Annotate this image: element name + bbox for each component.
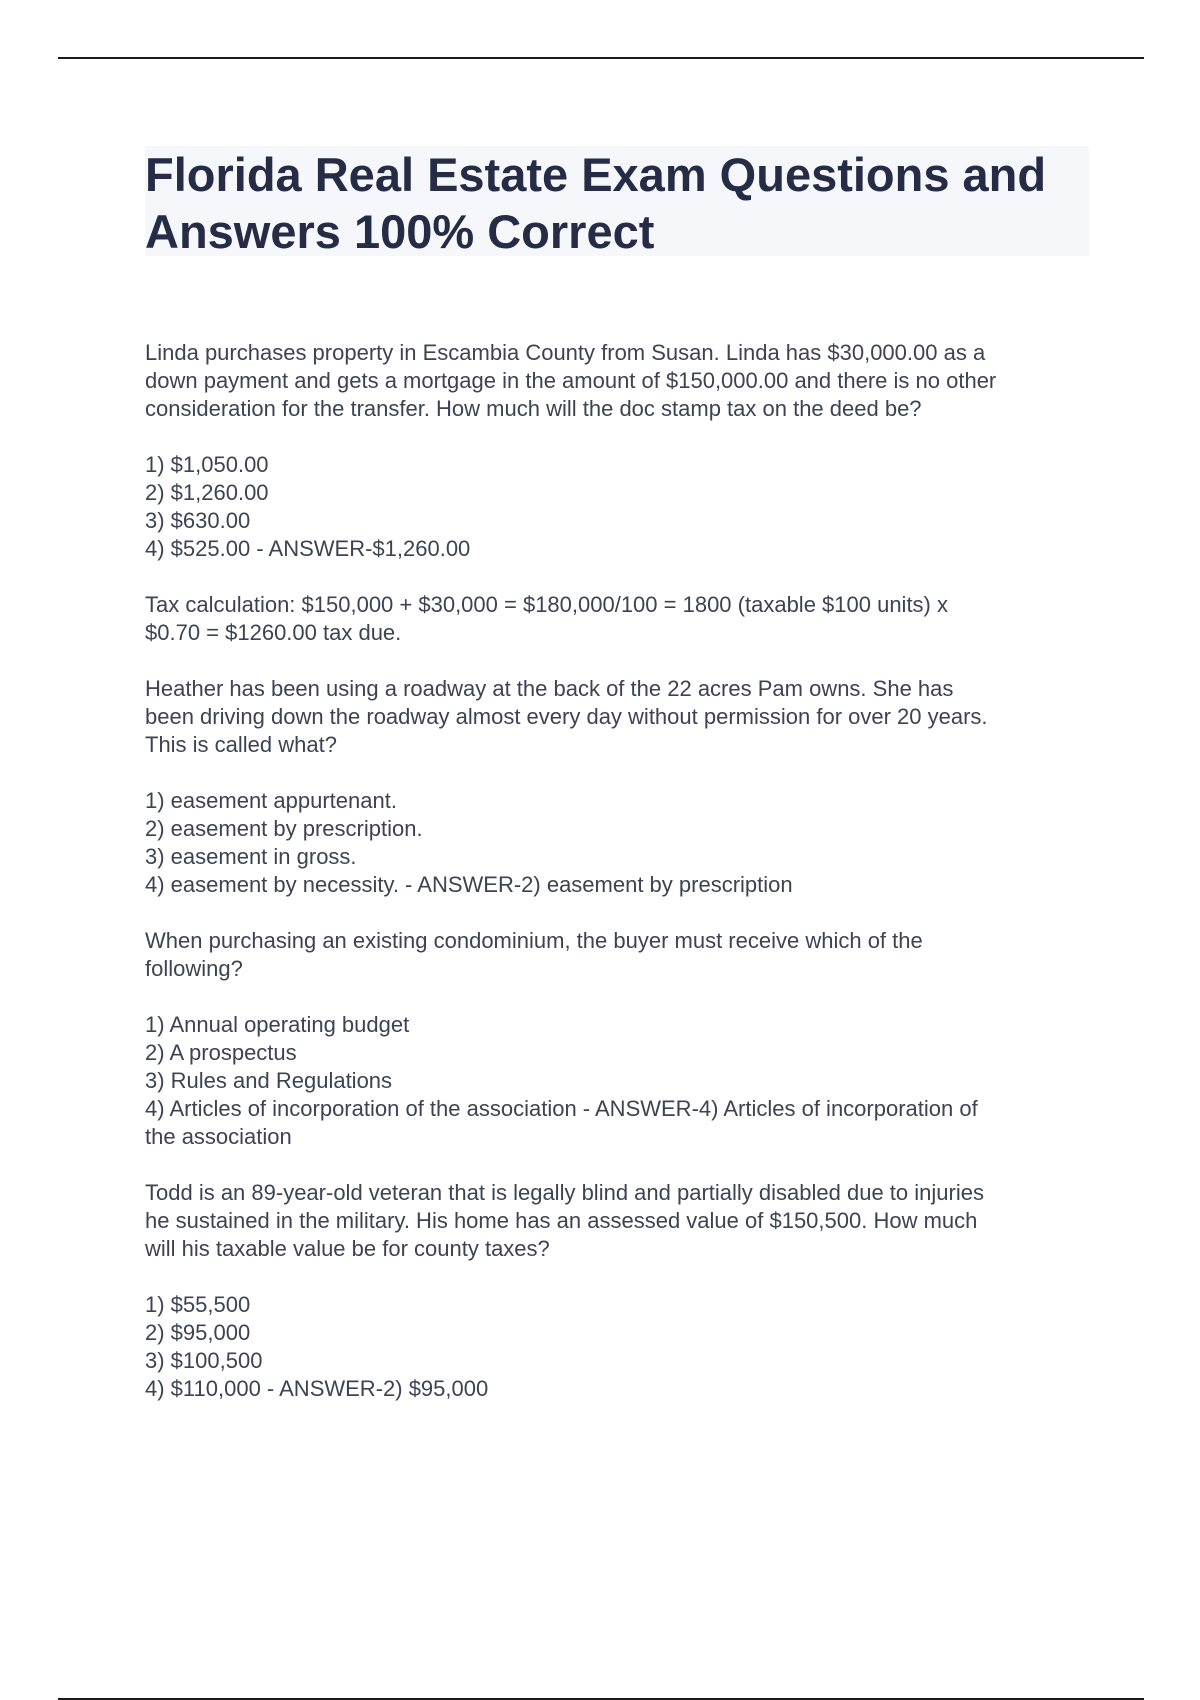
- document-title: Florida Real Estate Exam Questions and Answers 100% Correct: [145, 148, 1047, 258]
- question-1-text: Linda purchases property in Escambia County from Susan. Linda has $30,000.00 as a down payment and gets a mortgage in the amount of $150,000.00 and there is no other consideration for the transfer. How much will the doc stamp tax on the deed be?: [145, 340, 997, 421]
- question-4-text: Todd is an 89-year-old veteran that is legally blind and partially disabled due to injuries he sustained in the military. His home has an assessed value of $150,500. How much will his taxable value be for county taxes?: [145, 1180, 984, 1261]
- question-3-text: When purchasing an existing condominium, the buyer must receive which of the following?: [145, 928, 923, 981]
- question-4-options: 1) $55,500 2) $95,000 3) $100,500 4) $110,000 - ANSWER-2) $95,000: [145, 1292, 489, 1401]
- question-3-options: 1) Annual operating budget 2) A prospectus 3) Rules and Regulations 4) Articles of incorporation of the association - ANSWER-4) Articles of incorporation of the association: [145, 1012, 978, 1149]
- document-body: [145, 339, 1095, 1431]
- title-box: [145, 146, 1089, 256]
- header-rule: [58, 57, 1144, 59]
- question-2-text: Heather has been using a roadway at the back of the 22 acres Pam owns. She has been driving down the roadway almost every day without permission for over 20 years. This is called what?: [145, 676, 988, 757]
- tax-calculation-note: Tax calculation: $150,000 + $30,000 = $180,000/100 = 1800 (taxable $100 units) x $0.70 = $1260.00 tax due.: [145, 592, 948, 645]
- question-1-options: 1) $1,050.00 2) $1,260.00 3) $630.00 4) $525.00 - ANSWER-$1,260.00: [145, 452, 471, 561]
- question-2-options: 1) easement appurtenant. 2) easement by prescription. 3) easement in gross. 4) easement by necessity. - ANSWER-2) easement by prescription: [145, 788, 793, 897]
